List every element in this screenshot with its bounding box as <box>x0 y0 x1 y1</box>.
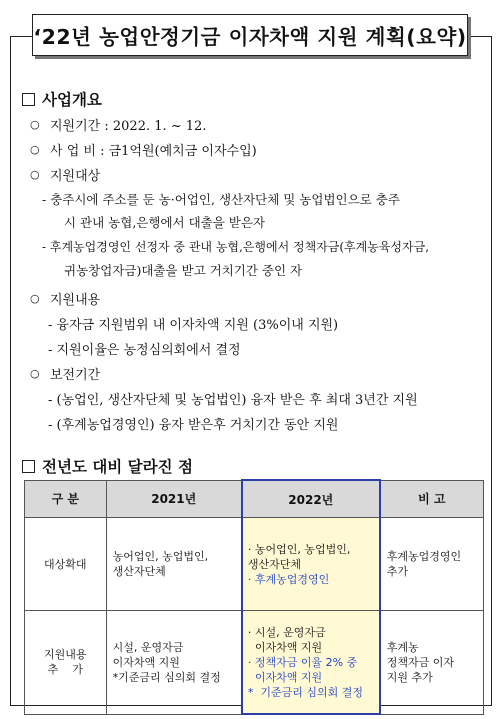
cell-text: 생산자단체 <box>247 557 302 571</box>
section2-heading-text: 전년도 대비 달라진 점 <box>42 458 193 476</box>
cell-text-highlight: · 후계농업경영인 <box>247 572 330 586</box>
cell-text: 시설, 운영자금 <box>112 640 184 654</box>
document-title <box>32 14 468 56</box>
header-note: 비 고 <box>380 480 484 518</box>
row2-label-text: 추 가 <box>47 663 83 677</box>
cell-text: 농어업인, 농업법인, <box>112 550 209 563</box>
target-item-1b: 시 관내 농협,은행에서 대출을 받은자 <box>64 215 265 230</box>
square-bullet-icon <box>22 460 35 473</box>
title-text: ‘22년 농업안정기금 이자차액 지원 계획(요약) <box>33 25 467 49</box>
content-item-2: - 지원이율은 농정심의회에서 결정 <box>48 343 241 358</box>
cell-text: 이자차액 지원 <box>247 640 323 654</box>
cell-text: 지원 추가 <box>386 670 433 684</box>
budget-text: 사 업 비 : 금1억원(예치금 이자수입) <box>50 144 257 159</box>
content-label: 지원내용 <box>50 293 101 308</box>
row1-2022-cell <box>242 518 380 611</box>
cell-text: · 시설, 운영자금 <box>247 625 326 639</box>
cell-text: 정책자금 이자 <box>386 655 454 669</box>
comparison-table <box>24 479 484 715</box>
row2-label-text: 지원내용 <box>44 648 87 662</box>
row2-note-cell <box>380 611 484 715</box>
target-item-2a: - 후계농업경영인 선정자 중 관내 농협,은행에서 정책자금(후계농육성자금, <box>42 240 430 254</box>
cell-text: 추가 <box>386 565 408 578</box>
section1-heading-text: 사업개요 <box>42 91 102 109</box>
cell-text: *기준금리 심의회 결정 <box>112 670 221 684</box>
circle-bullet-icon: ○ <box>30 367 40 380</box>
row1-note-cell <box>380 518 484 611</box>
cell-text: · 농어업인, 농업법인, <box>247 542 351 556</box>
table-row <box>25 518 484 611</box>
term-item-2: - (후계농업경영인) 융자 받은후 거치기간 동안 지원 <box>48 418 339 433</box>
header-2021: 2021년 <box>106 480 242 518</box>
circle-bullet-icon: ○ <box>30 143 40 156</box>
table-row <box>25 611 484 715</box>
circle-bullet-icon: ○ <box>30 292 40 305</box>
circle-bullet-icon: ○ <box>30 118 40 131</box>
target-item-1a: - 충주시에 주소를 둔 농·어업인, 생산자단체 및 농업법인으로 충주 <box>42 192 400 207</box>
cell-text-highlight: 이자차액 지원 <box>247 670 323 684</box>
header-2022: 2022년 <box>242 480 380 518</box>
cell-text: 후계농업경영인 <box>386 550 462 563</box>
square-bullet-icon <box>22 93 35 106</box>
period-text: 지원기간 : 2022. 1. ~ 12. <box>50 119 207 134</box>
section-heading-changes <box>22 455 193 477</box>
row1-label <box>25 518 107 611</box>
cell-text: 후계농 <box>386 640 419 654</box>
circle-bullet-icon: ○ <box>30 168 40 181</box>
cell-text-highlight: · 정책자금 이율 2% 중 <box>247 655 358 669</box>
content-item-1: - 융자금 지원범위 내 이자차액 지원 (3%이내 지원) <box>48 318 339 333</box>
row2-2021-cell <box>106 611 242 715</box>
term-item-1: - (농업인, 생산자단체 및 농업법인) 융자 받은 후 최대 3년간 지원 <box>48 393 418 408</box>
row2-label <box>25 611 107 715</box>
table-header-row <box>25 480 484 518</box>
term-label: 보전기간 <box>50 368 101 383</box>
cell-text: 생산자단체 <box>112 565 166 578</box>
cell-text: 이자차액 지원 <box>112 655 180 669</box>
row1-2021-cell <box>106 518 242 611</box>
section-heading-overview <box>22 88 102 110</box>
row2-2022-cell <box>242 611 380 715</box>
cell-text-highlight: * 기준금리 심의회 결정 <box>247 685 363 699</box>
target-label: 지원대상 <box>50 169 101 184</box>
target-item-2b: 귀농창업자금)대출을 받고 거치기간 중인 자 <box>64 263 303 278</box>
row1-label-text: 대상확대 <box>44 558 87 571</box>
header-category: 구 분 <box>25 480 107 518</box>
